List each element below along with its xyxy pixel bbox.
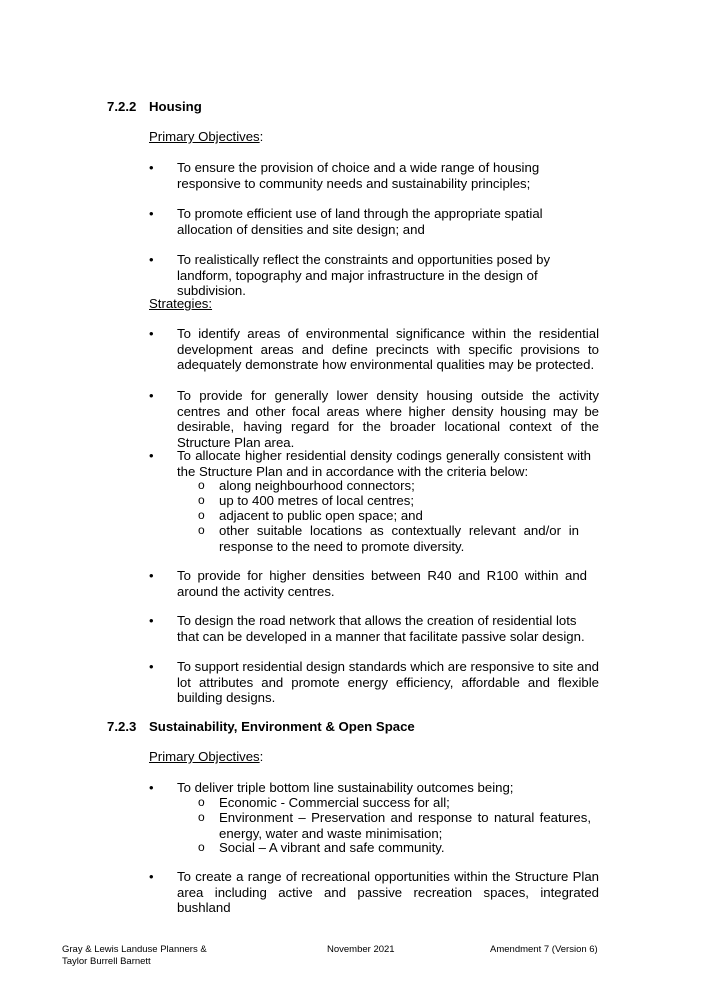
bullet-icon: • <box>149 659 154 674</box>
bullet-icon: • <box>149 160 154 175</box>
circle-bullet-icon: o <box>198 508 205 522</box>
footer-author-line1: Gray & Lewis Landuse Planners & <box>62 944 207 955</box>
colon: : <box>259 129 264 144</box>
bullet-icon: • <box>149 206 154 221</box>
footer-amendment: Amendment 7 (Version 6) <box>490 944 598 955</box>
circle-bullet-icon: o <box>198 840 205 854</box>
strategy-text: To provide for generally lower density housing outside the activity centres and other focal areas where higher density housing may be desirable, having regard for the broader locational context of the Structure Plan area. <box>177 388 599 450</box>
strategies-heading <box>149 296 212 312</box>
bullet-icon: • <box>149 568 154 583</box>
strategy-text: To design the road network that allows the creation of residential lots that can be developed in a manner that facilitate passive solar design. <box>177 613 585 644</box>
objective-text: To ensure the provision of choice and a wide range of housing responsive to community needs and sustainability principles; <box>177 160 540 191</box>
objective-text: To create a range of recreational opportunities within the Structure Plan area including active and passive recreation spaces, integrated bushland <box>177 869 599 915</box>
bullet-icon: • <box>149 326 154 341</box>
strategy-text: To provide for higher densities between R40 and R100 within and around the activity centres. <box>177 568 587 599</box>
bullet-icon: • <box>149 780 154 795</box>
outcome-text: Environment – Preservation and response to natural features, energy, water and waste minimisation; <box>219 810 591 841</box>
footer-author-line2: Taylor Burrell Barnett <box>62 956 151 967</box>
circle-bullet-icon: o <box>198 810 205 824</box>
section-heading-7-2-2 <box>107 99 202 115</box>
primary-objectives-label: Primary Objectives <box>149 749 260 764</box>
footer-left <box>62 944 207 968</box>
section-title: Housing <box>149 99 202 114</box>
bullet-icon: • <box>149 869 154 884</box>
colon: : <box>259 749 264 764</box>
bullet-icon: • <box>149 613 154 628</box>
bullet-icon: • <box>149 448 154 463</box>
outcome-text: Social – A vibrant and safe community. <box>219 840 445 855</box>
section-heading-7-2-3 <box>107 719 415 735</box>
criteria-text: along neighbourhood connectors; <box>219 478 415 493</box>
section-number: 7.2.2 <box>107 99 137 114</box>
strategy-text: To allocate higher residential density codings generally consistent with the Structure Plan and in accordance with the criteria below: <box>177 448 591 479</box>
objective-text: To deliver triple bottom line sustainability outcomes being; <box>177 780 514 795</box>
primary-objectives-label: Primary Objectives <box>149 129 260 144</box>
primary-objectives-heading <box>149 749 263 765</box>
bullet-icon: • <box>149 388 154 403</box>
circle-bullet-icon: o <box>198 795 205 809</box>
circle-bullet-icon: o <box>198 493 205 507</box>
criteria-text: adjacent to public open space; and <box>219 508 423 523</box>
objective-text: To promote efficient use of land through the appropriate spatial allocation of densities and site design; and <box>177 206 543 237</box>
objective-text: To realistically reflect the constraints and opportunities posed by landform, topography and major infrastructure in the design of subdivision. <box>177 252 551 298</box>
circle-bullet-icon: o <box>198 523 205 537</box>
bullet-icon: • <box>149 252 154 267</box>
outcome-text: Economic - Commercial success for all; <box>219 795 450 810</box>
circle-bullet-icon: o <box>198 478 205 492</box>
section-number: 7.2.3 <box>107 719 137 734</box>
criteria-text: up to 400 metres of local centres; <box>219 493 414 508</box>
strategy-text: To identify areas of environmental significance within the residential development areas and define precincts with specific provisions to adequately demonstrate how environmental qualities may be protected. <box>177 326 599 372</box>
section-title: Sustainability, Environment & Open Space <box>149 719 415 734</box>
criteria-text: other suitable locations as contextually relevant and/or in response to the need to promote diversity. <box>219 523 579 554</box>
footer-date: November 2021 <box>327 944 395 955</box>
strategy-text: To support residential design standards which are responsive to site and lot attributes and promote energy efficiency, affordable and flexible building designs. <box>177 659 599 705</box>
strategies-label: Strategies: <box>149 296 213 311</box>
primary-objectives-heading <box>149 129 263 145</box>
